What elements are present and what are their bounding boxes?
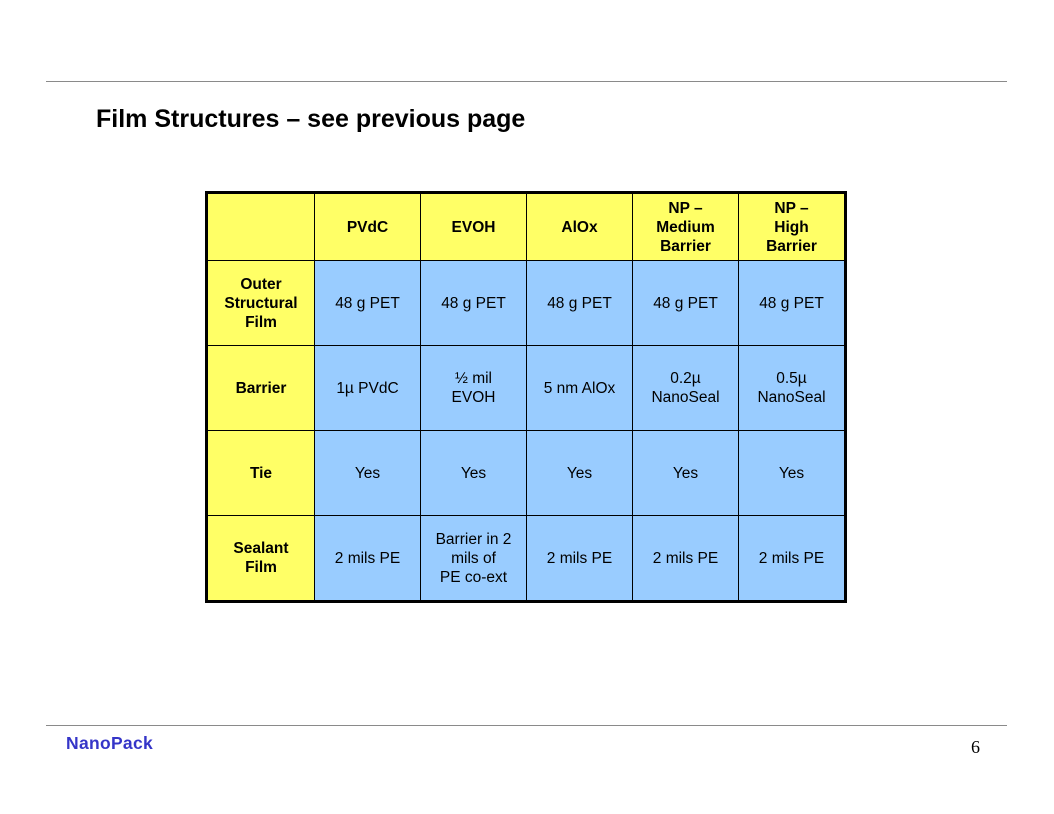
table-corner-cell	[208, 194, 315, 261]
table-cell: 0.2µ NanoSeal	[633, 346, 739, 431]
table-cell: Yes	[633, 431, 739, 516]
table-cell: 48 g PET	[739, 261, 845, 346]
table-cell: 2 mils PE	[315, 516, 421, 601]
top-divider	[46, 81, 1007, 82]
table-cell: Yes	[739, 431, 845, 516]
table-row	[208, 431, 845, 516]
slide-title: Film Structures – see previous page	[96, 105, 526, 133]
table-cell: Yes	[421, 431, 527, 516]
table-cell: 48 g PET	[315, 261, 421, 346]
table-cell: 2 mils PE	[739, 516, 845, 601]
table-cell: 2 mils PE	[633, 516, 739, 601]
table-cell: 5 nm AlOx	[527, 346, 633, 431]
table-row	[208, 516, 845, 601]
table-cell: 48 g PET	[421, 261, 527, 346]
table-cell: 48 g PET	[527, 261, 633, 346]
row-header: Sealant Film	[208, 516, 315, 601]
row-header: Tie	[208, 431, 315, 516]
column-header: EVOH	[421, 194, 527, 261]
page-number: 6	[971, 737, 980, 757]
table-cell: Barrier in 2 mils of PE co-ext	[421, 516, 527, 601]
row-header: Barrier	[208, 346, 315, 431]
column-header: AlOx	[527, 194, 633, 261]
table-cell: 1µ PVdC	[315, 346, 421, 431]
table-cell: 2 mils PE	[527, 516, 633, 601]
column-header: PVdC	[315, 194, 421, 261]
table-cell: 48 g PET	[633, 261, 739, 346]
table-cell: Yes	[315, 431, 421, 516]
column-header: NP – High Barrier	[739, 194, 845, 261]
table-row	[208, 261, 845, 346]
brand-logo-text: NanoPack	[66, 733, 154, 753]
row-header: Outer Structural Film	[208, 261, 315, 346]
column-header: NP – Medium Barrier	[633, 194, 739, 261]
bottom-divider	[46, 725, 1007, 726]
table-cell: Yes	[527, 431, 633, 516]
table-cell: ½ mil EVOH	[421, 346, 527, 431]
film-structures-table	[205, 191, 847, 603]
table-header-row	[208, 194, 845, 261]
table-row	[208, 346, 845, 431]
table-cell: 0.5µ NanoSeal	[739, 346, 845, 431]
